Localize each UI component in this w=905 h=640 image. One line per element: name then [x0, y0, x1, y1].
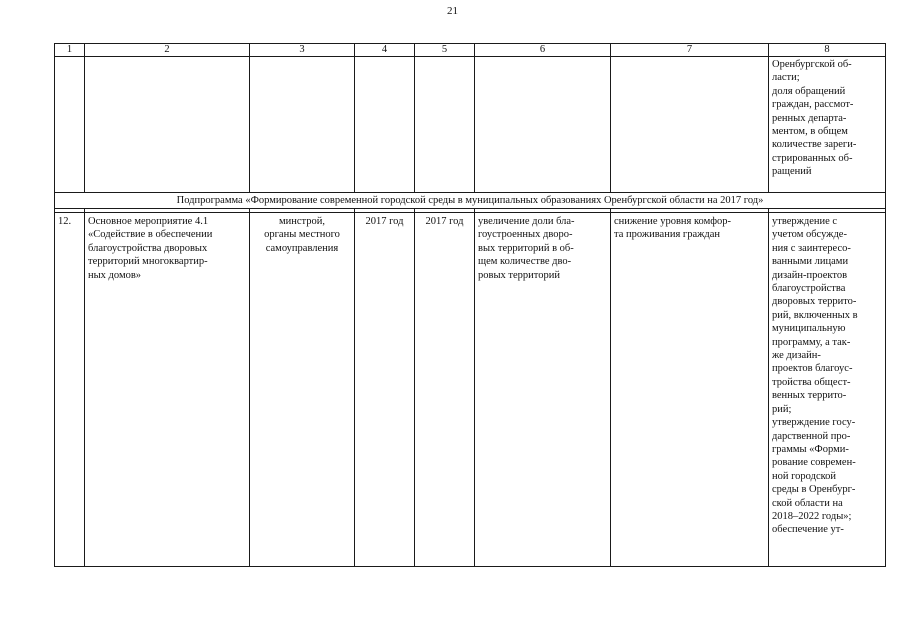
text-line: тройства общест- [772, 376, 851, 388]
text-line: ния с заинтересо- [772, 242, 851, 254]
table-cell [85, 57, 250, 193]
text-line: количестве зареги- [772, 139, 857, 151]
text-line: дизайн-проектов [772, 269, 848, 281]
text-line: ной городской [772, 470, 837, 482]
start-date-cell: 2017 год [355, 213, 415, 567]
text-line: проектов благоус- [772, 363, 853, 375]
text-line: дворовых террито- [772, 296, 857, 308]
text-line: благоустройства дворовых [88, 242, 208, 254]
column-number: 1 [55, 44, 85, 57]
text-line: ных домов» [88, 269, 142, 281]
text-line: граммы «Форми- [772, 443, 849, 455]
row-number: 12. [55, 213, 85, 567]
table-cell [475, 57, 611, 193]
table-cell [355, 57, 415, 193]
text-line: ментом, в общем [772, 126, 848, 138]
column-number: 3 [250, 44, 355, 57]
text-line: увеличение доли бла- [478, 216, 575, 227]
column-number: 8 [769, 44, 886, 57]
text-line: 2018–2022 годы»; [772, 510, 852, 522]
text-line: Основное мероприятие 4.1 [88, 216, 209, 227]
text-line: утверждение госу- [772, 417, 856, 429]
text-line: гоустроенных дворо- [478, 229, 573, 241]
text-line: граждан, рассмот- [772, 99, 854, 111]
continued-indicators-cell [769, 57, 886, 193]
text-line: же дизайн- [772, 350, 821, 362]
text-line: рование современ- [772, 457, 856, 469]
text-line: минстрой, [278, 216, 325, 227]
text-line: обеспечение ут- [772, 524, 844, 536]
text-line: дарственной про- [772, 430, 851, 442]
text-line: рий, включенных в [772, 309, 858, 321]
text-line: ванными лицами [772, 256, 849, 268]
indicators-cell [769, 213, 886, 567]
table-row [55, 213, 886, 567]
page-number: 21 [447, 5, 458, 17]
expected-result-cell [475, 213, 611, 567]
consequences-cell [611, 213, 769, 567]
column-number: 6 [475, 44, 611, 57]
text-line: вых территорий в об- [478, 242, 574, 254]
text-line: снижение уровня комфор- [614, 216, 732, 227]
text-line: «Содействие в обеспечении [88, 229, 213, 241]
measures-table [54, 43, 886, 567]
column-number: 4 [355, 44, 415, 57]
text-line: муниципальную [772, 323, 846, 335]
text-line: та проживания граждан [614, 229, 720, 241]
table-cell [55, 57, 85, 193]
text-line: программу, а так- [772, 336, 851, 348]
table-cell [250, 57, 355, 193]
text-line: ласти; [772, 72, 800, 84]
text-line: среды в Оренбург- [772, 484, 856, 496]
column-number: 2 [85, 44, 250, 57]
text-line: венных террито- [772, 390, 847, 402]
column-number: 7 [611, 44, 769, 57]
column-number-row [55, 44, 886, 57]
subprogram-title: Подпрограмма «Формирование современной городской среды в муниципальных образованиях Оренбургской области на 2017 год» [55, 193, 886, 209]
text-line: ровых территорий [478, 269, 560, 281]
table-cell [415, 57, 475, 193]
measure-cell [85, 213, 250, 567]
column-number: 5 [415, 44, 475, 57]
text-line: ращений [772, 166, 812, 178]
text-line: самоуправления [265, 242, 339, 254]
text-line: Оренбургской об- [772, 59, 852, 70]
text-line: доля обращений [772, 85, 846, 97]
text-line: территорий многоквартир- [88, 256, 208, 268]
text-line: ренных департа- [772, 112, 847, 124]
text-line: стрированных об- [772, 152, 853, 164]
text-line: утверждение с [772, 216, 838, 227]
end-date-cell: 2017 год [415, 213, 475, 567]
executor-cell [250, 213, 355, 567]
subprogram-row [55, 193, 886, 209]
text-line: благоустройства [772, 283, 846, 295]
continued-row [55, 57, 886, 193]
text-line: ской области на [772, 497, 843, 509]
text-line: органы местного [264, 229, 340, 241]
text-line: учетом обсужде- [772, 229, 847, 241]
text-line: рий; [772, 403, 792, 415]
text-line: щем количестве дво- [478, 256, 572, 268]
table-cell [611, 57, 769, 193]
